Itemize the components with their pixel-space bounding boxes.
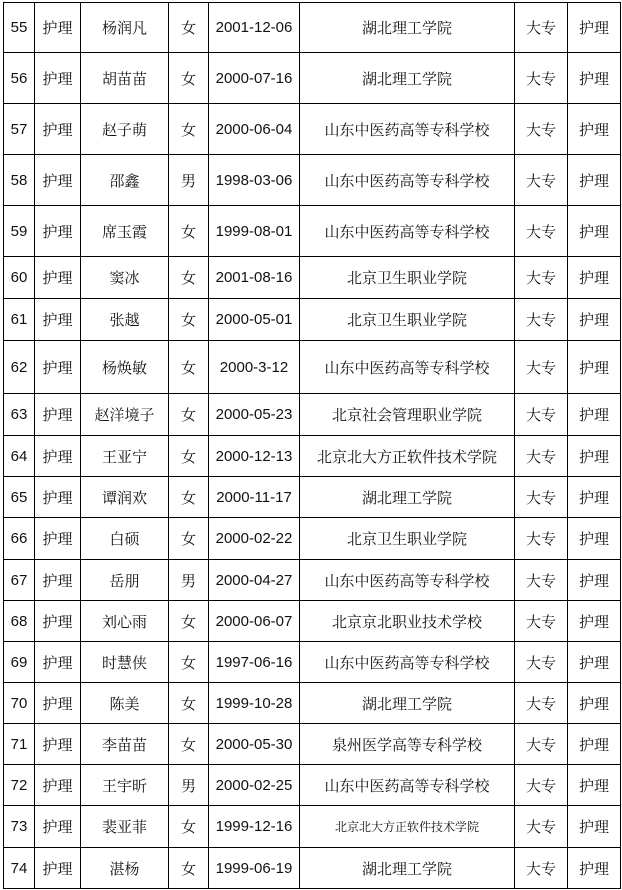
education-level: 大专 — [515, 257, 568, 299]
school-name: 山东中医药高等专科学校 — [300, 155, 515, 206]
program-cell: 护理 — [568, 848, 621, 889]
student-name: 窦冰 — [81, 257, 169, 299]
program-cell: 护理 — [568, 341, 621, 394]
school-name: 北京京北职业技术学校 — [300, 601, 515, 642]
birth-date: 2000-06-04 — [209, 104, 300, 155]
birth-date: 2000-07-16 — [209, 53, 300, 104]
student-name: 杨润凡 — [81, 3, 169, 53]
birth-date: 1998-03-06 — [209, 155, 300, 206]
table-row — [4, 683, 621, 724]
student-name: 白硕 — [81, 518, 169, 560]
education-level: 大专 — [515, 642, 568, 683]
gender-cell: 女 — [169, 394, 209, 436]
table-row — [4, 477, 621, 518]
education-level: 大专 — [515, 806, 568, 848]
row-number: 70 — [4, 683, 35, 724]
program-cell: 护理 — [568, 765, 621, 806]
gender-cell: 女 — [169, 53, 209, 104]
table-row — [4, 560, 621, 601]
birth-date: 2000-3-12 — [209, 341, 300, 394]
row-number: 61 — [4, 299, 35, 341]
gender-cell: 女 — [169, 642, 209, 683]
birth-date: 2000-05-30 — [209, 724, 300, 765]
table-row — [4, 436, 621, 477]
program-cell: 护理 — [568, 53, 621, 104]
major-cell: 护理 — [35, 257, 81, 299]
student-name: 赵子萌 — [81, 104, 169, 155]
school-name: 北京卫生职业学院 — [300, 299, 515, 341]
gender-cell: 女 — [169, 104, 209, 155]
gender-cell: 女 — [169, 477, 209, 518]
program-cell: 护理 — [568, 683, 621, 724]
row-number: 55 — [4, 3, 35, 53]
row-number: 63 — [4, 394, 35, 436]
education-level: 大专 — [515, 848, 568, 889]
table-row — [4, 155, 621, 206]
major-cell: 护理 — [35, 560, 81, 601]
major-cell: 护理 — [35, 206, 81, 257]
table-row — [4, 518, 621, 560]
school-name: 湖北理工学院 — [300, 3, 515, 53]
major-cell: 护理 — [35, 104, 81, 155]
school-name: 湖北理工学院 — [300, 848, 515, 889]
student-name: 李苗苗 — [81, 724, 169, 765]
birth-date: 2000-05-01 — [209, 299, 300, 341]
major-cell: 护理 — [35, 601, 81, 642]
gender-cell: 男 — [169, 765, 209, 806]
student-name: 岳朋 — [81, 560, 169, 601]
gender-cell: 女 — [169, 3, 209, 53]
birth-date: 1999-10-28 — [209, 683, 300, 724]
school-name: 山东中医药高等专科学校 — [300, 642, 515, 683]
row-number: 62 — [4, 341, 35, 394]
education-level: 大专 — [515, 518, 568, 560]
table-row — [4, 53, 621, 104]
row-number: 68 — [4, 601, 35, 642]
program-cell: 护理 — [568, 724, 621, 765]
birth-date: 1999-12-16 — [209, 806, 300, 848]
education-level: 大专 — [515, 765, 568, 806]
student-name: 杨焕敏 — [81, 341, 169, 394]
major-cell: 护理 — [35, 683, 81, 724]
gender-cell: 男 — [169, 155, 209, 206]
school-name: 山东中医药高等专科学校 — [300, 560, 515, 601]
student-name: 时慧侠 — [81, 642, 169, 683]
row-number: 73 — [4, 806, 35, 848]
major-cell: 护理 — [35, 848, 81, 889]
school-name: 山东中医药高等专科学校 — [300, 206, 515, 257]
education-level: 大专 — [515, 683, 568, 724]
table-row — [4, 3, 621, 53]
student-name: 谭润欢 — [81, 477, 169, 518]
student-name: 胡苗苗 — [81, 53, 169, 104]
student-name: 陈美 — [81, 683, 169, 724]
gender-cell: 女 — [169, 848, 209, 889]
gender-cell: 女 — [169, 724, 209, 765]
major-cell: 护理 — [35, 518, 81, 560]
table-row — [4, 206, 621, 257]
roster-body — [4, 3, 621, 889]
major-cell: 护理 — [35, 3, 81, 53]
school-name: 湖北理工学院 — [300, 683, 515, 724]
major-cell: 护理 — [35, 436, 81, 477]
education-level: 大专 — [515, 477, 568, 518]
birth-date: 2000-12-13 — [209, 436, 300, 477]
school-name: 山东中医药高等专科学校 — [300, 104, 515, 155]
gender-cell: 女 — [169, 436, 209, 477]
row-number: 65 — [4, 477, 35, 518]
major-cell: 护理 — [35, 53, 81, 104]
birth-date: 1999-06-19 — [209, 848, 300, 889]
gender-cell: 女 — [169, 206, 209, 257]
school-name: 山东中医药高等专科学校 — [300, 341, 515, 394]
gender-cell: 女 — [169, 257, 209, 299]
school-name: 北京卫生职业学院 — [300, 257, 515, 299]
education-level: 大专 — [515, 601, 568, 642]
program-cell: 护理 — [568, 206, 621, 257]
row-number: 71 — [4, 724, 35, 765]
student-name: 赵洋境子 — [81, 394, 169, 436]
school-name: 湖北理工学院 — [300, 477, 515, 518]
gender-cell: 女 — [169, 601, 209, 642]
program-cell: 护理 — [568, 257, 621, 299]
program-cell: 护理 — [568, 436, 621, 477]
birth-date: 1999-08-01 — [209, 206, 300, 257]
student-name: 张越 — [81, 299, 169, 341]
education-level: 大专 — [515, 53, 568, 104]
gender-cell: 女 — [169, 806, 209, 848]
table-row — [4, 724, 621, 765]
education-level: 大专 — [515, 299, 568, 341]
row-number: 69 — [4, 642, 35, 683]
row-number: 59 — [4, 206, 35, 257]
table-row — [4, 642, 621, 683]
birth-date: 2000-11-17 — [209, 477, 300, 518]
table-row — [4, 104, 621, 155]
major-cell: 护理 — [35, 394, 81, 436]
row-number: 72 — [4, 765, 35, 806]
row-number: 74 — [4, 848, 35, 889]
student-roster-table — [3, 2, 621, 889]
birth-date: 2000-02-25 — [209, 765, 300, 806]
birth-date: 1997-06-16 — [209, 642, 300, 683]
table-row — [4, 765, 621, 806]
gender-cell: 女 — [169, 518, 209, 560]
education-level: 大专 — [515, 560, 568, 601]
gender-cell: 女 — [169, 341, 209, 394]
program-cell: 护理 — [568, 560, 621, 601]
row-number: 56 — [4, 53, 35, 104]
program-cell: 护理 — [568, 155, 621, 206]
student-name: 裴亚菲 — [81, 806, 169, 848]
school-name: 山东中医药高等专科学校 — [300, 765, 515, 806]
birth-date: 2001-12-06 — [209, 3, 300, 53]
table-row — [4, 299, 621, 341]
gender-cell: 女 — [169, 299, 209, 341]
birth-date: 2000-02-22 — [209, 518, 300, 560]
education-level: 大专 — [515, 341, 568, 394]
school-name: 北京社会管理职业学院 — [300, 394, 515, 436]
major-cell: 护理 — [35, 299, 81, 341]
school-name: 北京卫生职业学院 — [300, 518, 515, 560]
row-number: 60 — [4, 257, 35, 299]
school-name: 北京北大方正软件技术学院 — [300, 436, 515, 477]
education-level: 大专 — [515, 104, 568, 155]
gender-cell: 女 — [169, 683, 209, 724]
row-number: 57 — [4, 104, 35, 155]
school-name: 泉州医学高等专科学校 — [300, 724, 515, 765]
major-cell: 护理 — [35, 341, 81, 394]
program-cell: 护理 — [568, 806, 621, 848]
table-row — [4, 341, 621, 394]
education-level: 大专 — [515, 206, 568, 257]
row-number: 64 — [4, 436, 35, 477]
gender-cell: 男 — [169, 560, 209, 601]
program-cell: 护理 — [568, 299, 621, 341]
major-cell: 护理 — [35, 642, 81, 683]
program-cell: 护理 — [568, 3, 621, 53]
education-level: 大专 — [515, 436, 568, 477]
student-name: 刘心雨 — [81, 601, 169, 642]
major-cell: 护理 — [35, 724, 81, 765]
education-level: 大专 — [515, 155, 568, 206]
student-name: 湛杨 — [81, 848, 169, 889]
major-cell: 护理 — [35, 806, 81, 848]
program-cell: 护理 — [568, 601, 621, 642]
student-name: 邵鑫 — [81, 155, 169, 206]
program-cell: 护理 — [568, 518, 621, 560]
row-number: 58 — [4, 155, 35, 206]
education-level: 大专 — [515, 3, 568, 53]
table-row — [4, 848, 621, 889]
education-level: 大专 — [515, 394, 568, 436]
program-cell: 护理 — [568, 104, 621, 155]
program-cell: 护理 — [568, 477, 621, 518]
major-cell: 护理 — [35, 765, 81, 806]
student-name: 王亚宁 — [81, 436, 169, 477]
table-row — [4, 394, 621, 436]
program-cell: 护理 — [568, 642, 621, 683]
row-number: 66 — [4, 518, 35, 560]
table-row — [4, 806, 621, 848]
major-cell: 护理 — [35, 155, 81, 206]
major-cell: 护理 — [35, 477, 81, 518]
birth-date: 2001-08-16 — [209, 257, 300, 299]
birth-date: 2000-05-23 — [209, 394, 300, 436]
row-number: 67 — [4, 560, 35, 601]
student-name: 王宇昕 — [81, 765, 169, 806]
school-name: 北京北大方正软件技术学院 — [300, 806, 515, 848]
birth-date: 2000-04-27 — [209, 560, 300, 601]
table-row — [4, 601, 621, 642]
school-name: 湖北理工学院 — [300, 53, 515, 104]
birth-date: 2000-06-07 — [209, 601, 300, 642]
education-level: 大专 — [515, 724, 568, 765]
student-name: 席玉霞 — [81, 206, 169, 257]
table-row — [4, 257, 621, 299]
program-cell: 护理 — [568, 394, 621, 436]
